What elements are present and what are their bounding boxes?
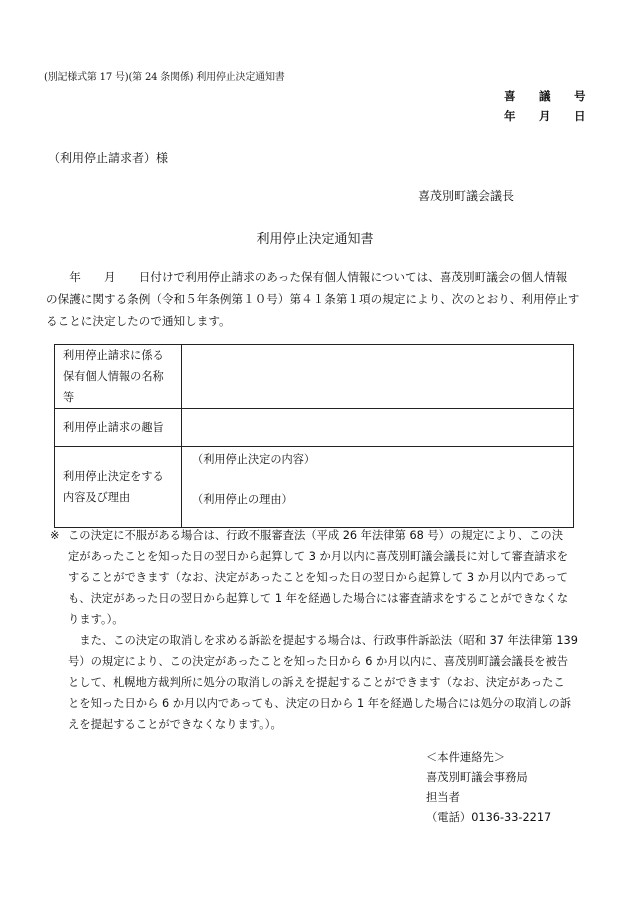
- reference-char-2: 議: [539, 89, 551, 103]
- note-line: 号）の規定により、この決定があったことを知った日から 6 か月以内に、喜茂別町議会議長を被告: [68, 655, 569, 668]
- reference-char-1: 喜: [504, 89, 516, 103]
- note-line: 定があったことを知った日の翌日から起算して 3 か月以内に喜茂別町議会議長に対して審査請求を: [68, 550, 569, 563]
- table-row: [55, 409, 574, 447]
- table-row: [55, 447, 574, 528]
- row-label-request-purpose: 利用停止請求の趣旨: [55, 409, 182, 447]
- reference-number: [500, 88, 590, 104]
- date-month: 月: [539, 109, 551, 123]
- appeal-note: [50, 525, 596, 735]
- body-line: ることに決定したので通知します。: [46, 314, 231, 328]
- body-line: の保護に関する条例（令和５年条例第１０号）第４１条第１項の規定により、次のとおり、利用停止す: [46, 292, 580, 306]
- note-line: することができます（なお、決定があったことを知った日の翌日から起算して 3 か月以内であって: [68, 571, 568, 584]
- contact-block: [426, 748, 551, 828]
- contact-office: 喜茂別町議会事務局: [426, 771, 528, 784]
- note-line: また、この決定の取消しを求める訴訟を提起する場合は、行政事件訴訟法（昭和 37 年法律第 139: [68, 634, 578, 647]
- date-year: 年: [504, 109, 516, 123]
- reference-char-3: 号: [574, 89, 586, 103]
- contact-phone: （電話）0136-33-2217: [426, 811, 552, 824]
- reference-date: [500, 108, 590, 124]
- note-line: ります。）。: [68, 613, 124, 626]
- table-row: [55, 345, 574, 409]
- note-line: とを知った日から 6 か月以内であっても、決定の日から 1 年を経過した場合には処分の取消しの訴: [68, 697, 572, 710]
- note-line: ※ この決定に不服がある場合は、行政不服審査法（平成 26 年法律第 68 号）の規定により、この決: [50, 525, 596, 546]
- note-line: として、札幌地方裁判所に処分の取消しの訴えを提起することができます（なお、決定があったこ: [68, 676, 565, 689]
- sender: 喜茂別町議会議長: [418, 189, 515, 203]
- row-value-request-purpose: [182, 409, 574, 447]
- form-number: (別記様式第 17 号)(第 24 条関係) 利用停止決定通知書: [44, 72, 285, 83]
- decision-reason-label: （利用停止の理由）: [192, 493, 293, 506]
- contact-person: 担当者: [426, 791, 460, 804]
- note-line: も、決定があった日の翌日から起算して 1 年を経過した場合には審査請求をすることができなくな: [68, 592, 569, 605]
- row-label-information-name: 利用停止請求に係る 保有個人情報の名称 等: [55, 345, 182, 409]
- body-paragraph: [46, 266, 592, 332]
- recipient: （利用停止請求者）様: [48, 151, 169, 165]
- row-value-decision: [182, 447, 574, 528]
- row-label-decision: 利用停止決定をする 内容及び理由: [55, 447, 182, 528]
- note-mark: ※: [50, 529, 60, 542]
- date-day: 日: [574, 109, 586, 123]
- row-value-information-name: [182, 345, 574, 409]
- document-title: 利用停止決定通知書: [256, 232, 374, 247]
- body-line: 年 月 日付けで利用停止請求のあった保有個人情報については、喜茂別町議会の個人情報: [46, 270, 568, 284]
- info-table: [54, 344, 574, 528]
- decision-content-label: （利用停止決定の内容）: [192, 453, 316, 466]
- contact-heading: ＜本件連絡先＞: [426, 751, 506, 764]
- note-line: えを提起することができなくなります。）。: [68, 718, 282, 731]
